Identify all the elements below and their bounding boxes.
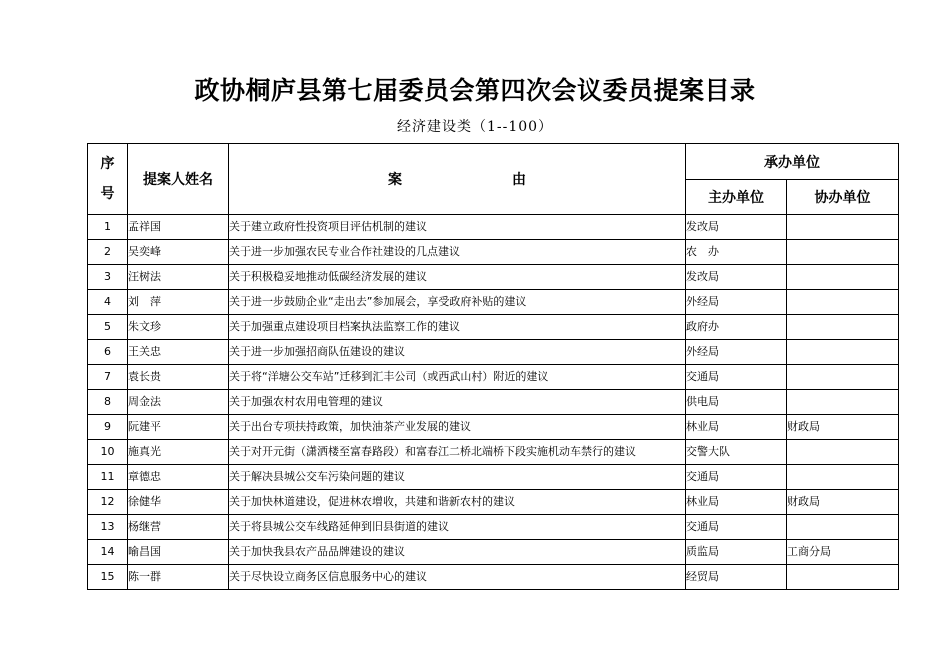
cell-assist-unit bbox=[787, 365, 899, 390]
header-seq bbox=[88, 144, 128, 215]
cell-seq: 14 bbox=[88, 540, 128, 565]
cell-name: 汪树法 bbox=[128, 265, 229, 290]
table-header bbox=[88, 144, 899, 215]
cell-assist-unit: 财政局 bbox=[787, 490, 899, 515]
cell-reason: 关于加快林道建设，促进林农增收，共建和谐新农村的建议 bbox=[229, 490, 686, 515]
cell-name: 王关忠 bbox=[128, 340, 229, 365]
cell-assist-unit bbox=[787, 265, 899, 290]
cell-name: 章德忠 bbox=[128, 465, 229, 490]
cell-reason: 关于进一步加强招商队伍建设的建议 bbox=[229, 340, 686, 365]
header-main: 主办单位 bbox=[686, 180, 787, 215]
header-undertake: 承办单位 bbox=[686, 144, 899, 180]
cell-name: 周金法 bbox=[128, 390, 229, 415]
cell-name: 施真光 bbox=[128, 440, 229, 465]
cell-reason: 关于进一步鼓励企业“走出去”参加展会，享受政府补贴的建议 bbox=[229, 290, 686, 315]
document-title: 政协桐庐县第七届委员会第四次会议委员提案目录 bbox=[194, 76, 756, 105]
header-seq-line2: 号 bbox=[100, 186, 115, 202]
cell-main-unit: 林业局 bbox=[686, 415, 787, 440]
document-subtitle: 经济建设类（1--100） bbox=[396, 119, 554, 135]
cell-reason: 关于对开元街（潇洒楼至富春路段）和富春江二桥北端桥下段实施机动车禁行的建议 bbox=[229, 440, 686, 465]
cell-assist-unit bbox=[787, 340, 899, 365]
cell-name: 吴奕峰 bbox=[128, 240, 229, 265]
cell-seq: 13 bbox=[88, 515, 128, 540]
cell-assist-unit bbox=[787, 240, 899, 265]
cell-main-unit: 发改局 bbox=[686, 265, 787, 290]
cell-reason: 关于积极稳妥地推动低碳经济发展的建议 bbox=[229, 265, 686, 290]
cell-reason: 关于加强农村农用电管理的建议 bbox=[229, 390, 686, 415]
header-assist: 协办单位 bbox=[787, 180, 899, 215]
cell-assist-unit bbox=[787, 565, 899, 590]
cell-assist-unit bbox=[787, 440, 899, 465]
cell-seq: 1 bbox=[88, 215, 128, 240]
cell-name: 杨继营 bbox=[128, 515, 229, 540]
table-row bbox=[88, 365, 899, 390]
cell-main-unit: 外经局 bbox=[686, 340, 787, 365]
cell-name: 孟祥国 bbox=[128, 215, 229, 240]
cell-main-unit: 外经局 bbox=[686, 290, 787, 315]
cell-main-unit: 经贸局 bbox=[686, 565, 787, 590]
table-row bbox=[88, 565, 899, 590]
table-row bbox=[88, 540, 899, 565]
cell-main-unit: 交通局 bbox=[686, 515, 787, 540]
cell-seq: 15 bbox=[88, 565, 128, 590]
cell-seq: 4 bbox=[88, 290, 128, 315]
cell-main-unit: 交通局 bbox=[686, 365, 787, 390]
table-row bbox=[88, 440, 899, 465]
table-row bbox=[88, 390, 899, 415]
cell-main-unit: 供电局 bbox=[686, 390, 787, 415]
table-row bbox=[88, 465, 899, 490]
cell-name: 喻昌国 bbox=[128, 540, 229, 565]
cell-name: 刘 萍 bbox=[128, 290, 229, 315]
cell-assist-unit: 财政局 bbox=[787, 415, 899, 440]
cell-assist-unit bbox=[787, 290, 899, 315]
cell-main-unit: 质监局 bbox=[686, 540, 787, 565]
cell-main-unit: 政府办 bbox=[686, 315, 787, 340]
cell-seq: 10 bbox=[88, 440, 128, 465]
header-reason-b: 由 bbox=[512, 172, 526, 188]
cell-seq: 9 bbox=[88, 415, 128, 440]
cell-reason: 关于尽快设立商务区信息服务中心的建议 bbox=[229, 565, 686, 590]
cell-reason: 关于加快我县农产品品牌建设的建议 bbox=[229, 540, 686, 565]
cell-assist-unit bbox=[787, 515, 899, 540]
cell-main-unit: 农 办 bbox=[686, 240, 787, 265]
cell-reason: 关于将县城公交车线路延伸到旧县街道的建议 bbox=[229, 515, 686, 540]
header-seq-line1: 序 bbox=[100, 156, 115, 172]
table-row bbox=[88, 415, 899, 440]
cell-main-unit: 交警大队 bbox=[686, 440, 787, 465]
cell-reason: 关于加强重点建设项目档案执法监察工作的建议 bbox=[229, 315, 686, 340]
cell-seq: 7 bbox=[88, 365, 128, 390]
header-name: 提案人姓名 bbox=[128, 144, 229, 215]
cell-seq: 6 bbox=[88, 340, 128, 365]
cell-seq: 8 bbox=[88, 390, 128, 415]
cell-reason: 关于建立政府性投资项目评估机制的建议 bbox=[229, 215, 686, 240]
cell-reason: 关于出台专项扶持政策，加快油茶产业发展的建议 bbox=[229, 415, 686, 440]
header-reason-a: 案 bbox=[388, 172, 402, 188]
table-row bbox=[88, 490, 899, 515]
cell-name: 阮建平 bbox=[128, 415, 229, 440]
cell-seq: 12 bbox=[88, 490, 128, 515]
table-row bbox=[88, 340, 899, 365]
table-row bbox=[88, 515, 899, 540]
cell-assist-unit bbox=[787, 465, 899, 490]
cell-assist-unit bbox=[787, 390, 899, 415]
cell-seq: 2 bbox=[88, 240, 128, 265]
table-row bbox=[88, 315, 899, 340]
cell-name: 朱文珍 bbox=[128, 315, 229, 340]
cell-assist-unit bbox=[787, 215, 899, 240]
cell-seq: 11 bbox=[88, 465, 128, 490]
cell-main-unit: 交通局 bbox=[686, 465, 787, 490]
cell-seq: 5 bbox=[88, 315, 128, 340]
cell-seq: 3 bbox=[88, 265, 128, 290]
cell-name: 袁长贵 bbox=[128, 365, 229, 390]
cell-assist-unit: 工商分局 bbox=[787, 540, 899, 565]
table-row bbox=[88, 240, 899, 265]
header-reason bbox=[229, 144, 686, 215]
cell-name: 徐健华 bbox=[128, 490, 229, 515]
table-row bbox=[88, 215, 899, 240]
proposal-table bbox=[87, 143, 899, 590]
table-row bbox=[88, 265, 899, 290]
cell-assist-unit bbox=[787, 315, 899, 340]
cell-reason: 关于进一步加强农民专业合作社建设的几点建议 bbox=[229, 240, 686, 265]
cell-main-unit: 林业局 bbox=[686, 490, 787, 515]
table-row bbox=[88, 290, 899, 315]
cell-reason: 关于解决县城公交车污染问题的建议 bbox=[229, 465, 686, 490]
cell-reason: 关于将“洋塘公交车站”迁移到汇丰公司（或西武山村）附近的建议 bbox=[229, 365, 686, 390]
cell-main-unit: 发改局 bbox=[686, 215, 787, 240]
table-body bbox=[88, 215, 899, 590]
cell-name: 陈一群 bbox=[128, 565, 229, 590]
